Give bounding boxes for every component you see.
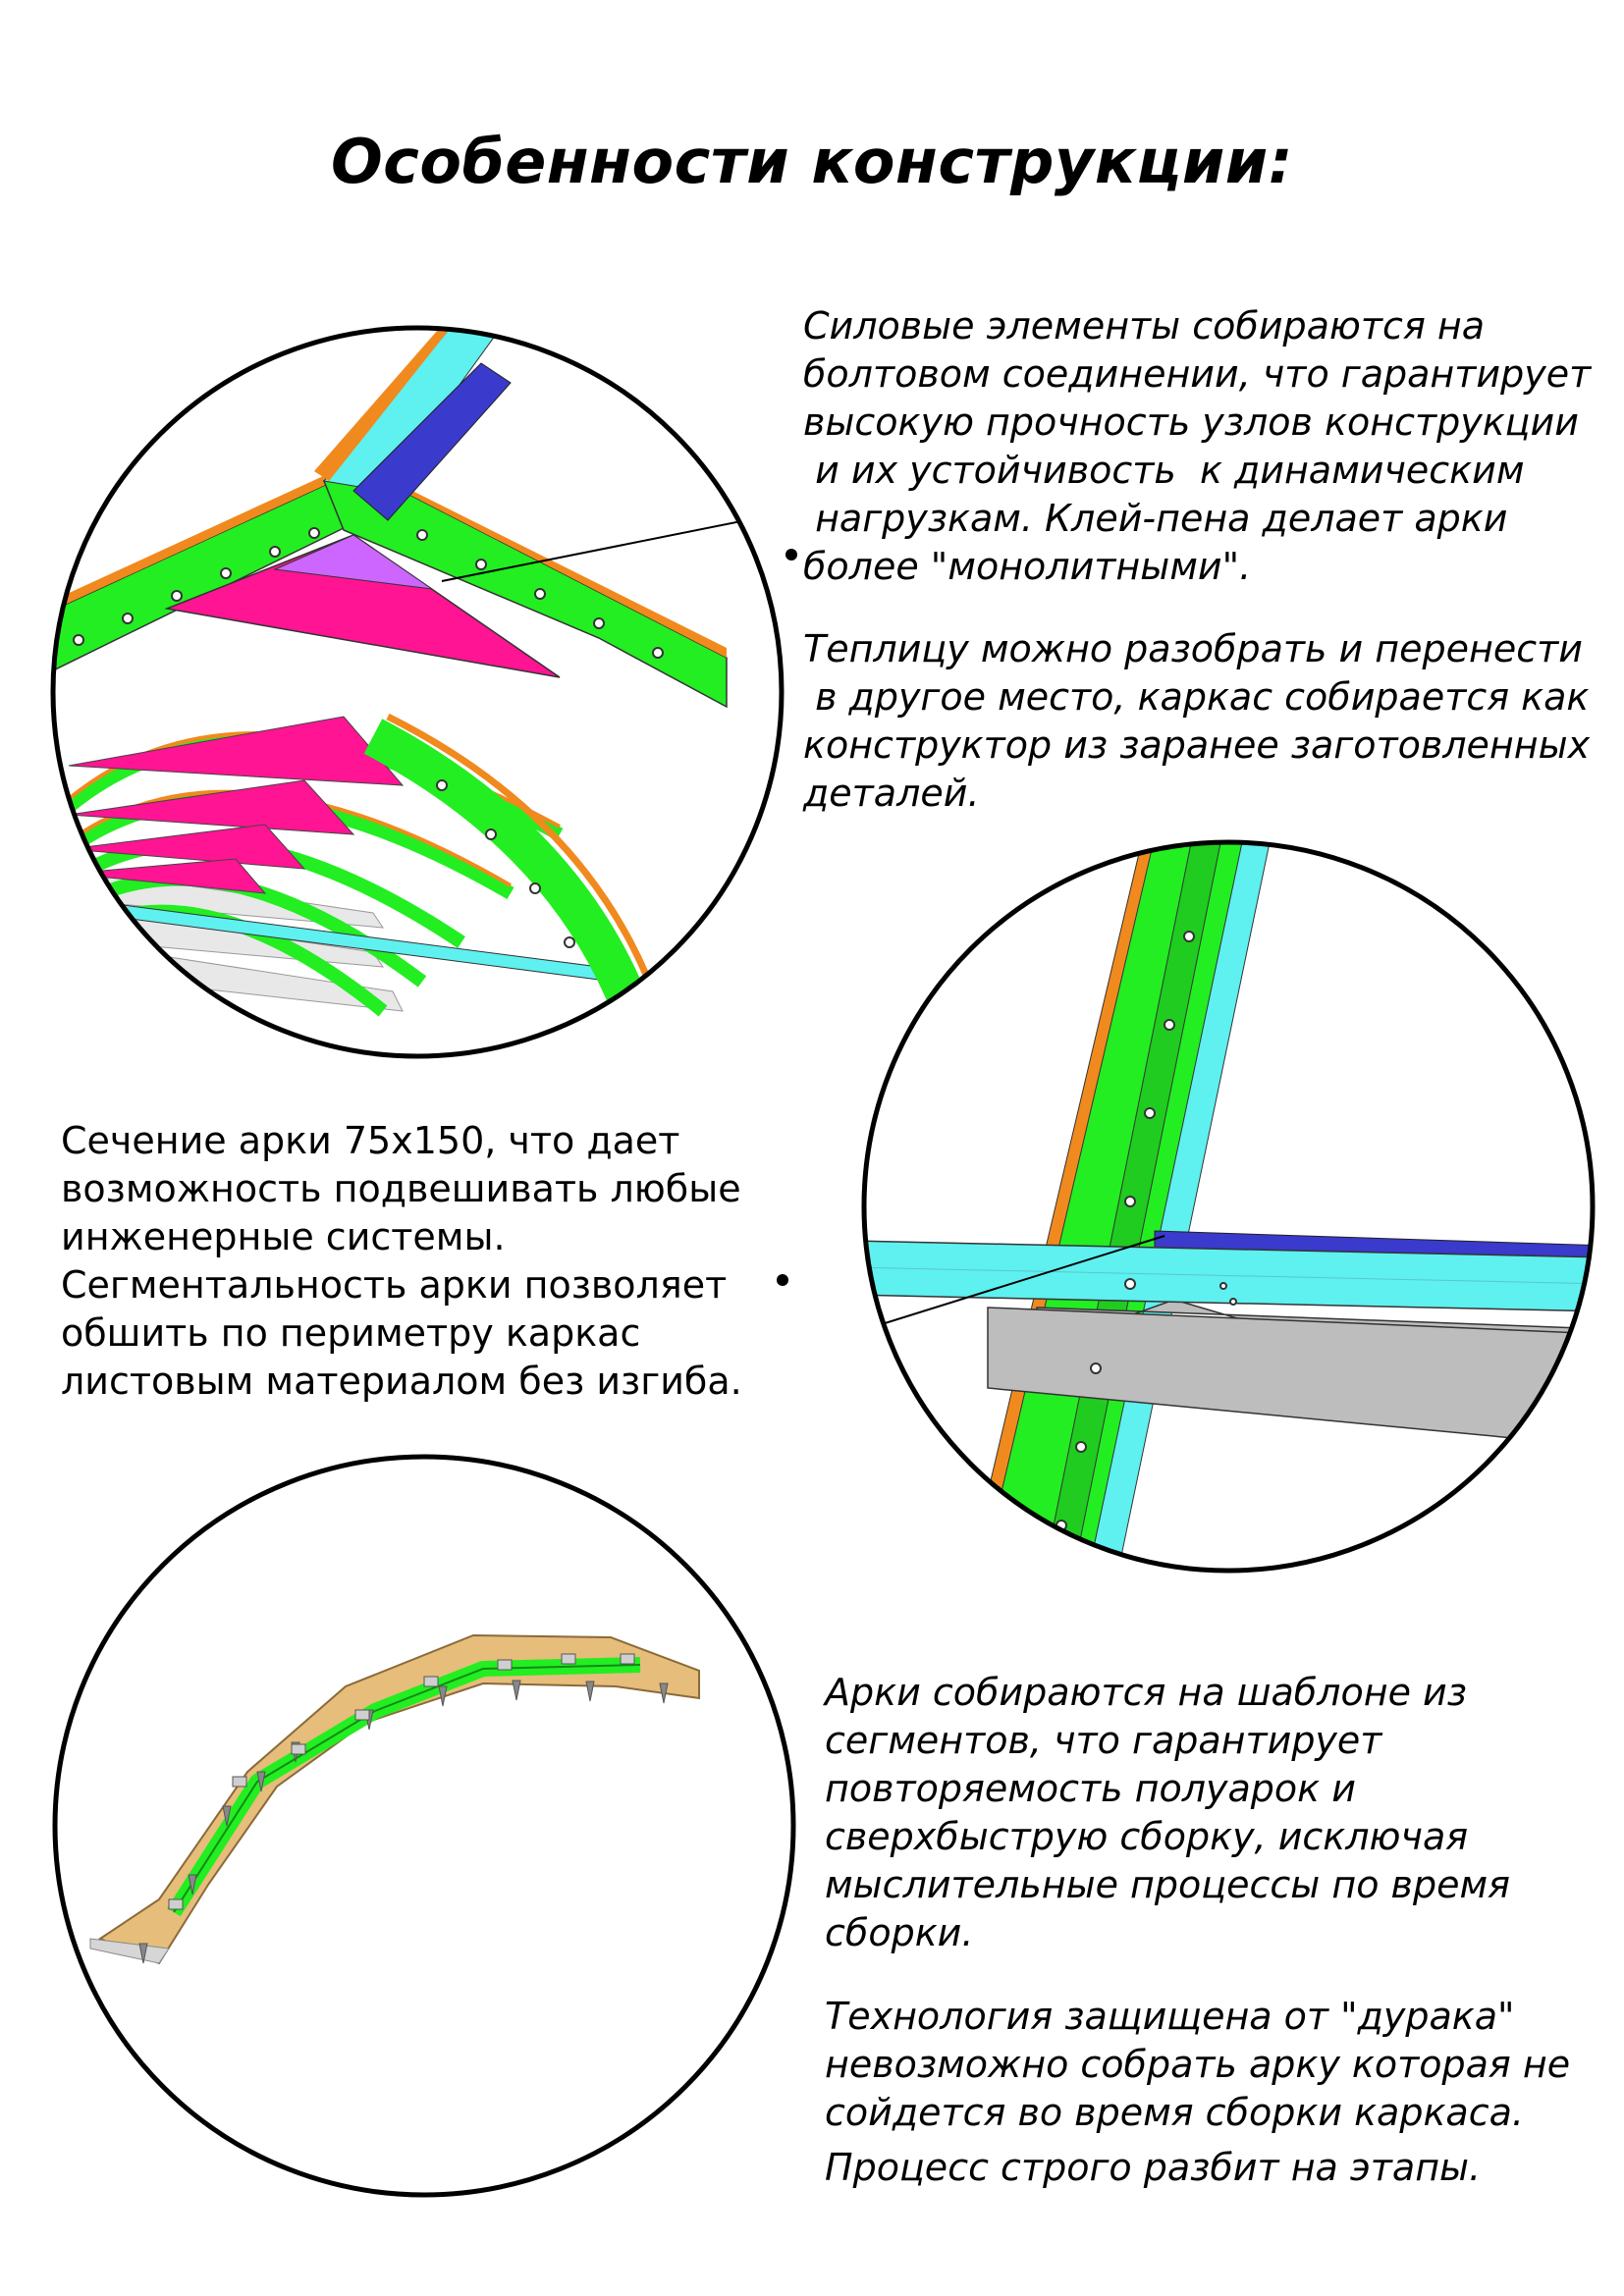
text-line: Силовые элементы собираются на <box>803 304 1486 347</box>
text-line: сверхбыструю сборку, исключая <box>825 1815 1469 1858</box>
text-line: инженерные системы. <box>61 1215 506 1258</box>
text-line: деталей. <box>803 772 980 815</box>
pointer-dot <box>784 547 799 562</box>
frame-interior-illustration <box>49 324 785 1060</box>
text-line: Сечение арки 75х150, что дает <box>61 1119 680 1162</box>
text-line: и их устойчивость к динамическим <box>803 449 1525 492</box>
bolted-joints-text <box>803 302 1591 591</box>
text-line: обшить по периметру каркас <box>61 1311 641 1355</box>
text-line: сойдется во время сборки каркаса. <box>825 2091 1524 2134</box>
text-line: Процесс строго разбит на этапы. <box>825 2146 1482 2189</box>
foolproof-text <box>825 1993 1570 2137</box>
text-line: Теплицу можно разобрать и перенести <box>803 627 1583 670</box>
portable-text <box>803 625 1590 818</box>
text-line: мыслительные процессы по время <box>825 1863 1510 1906</box>
page-title: Особенности конструкции: <box>330 126 1294 197</box>
pointer-dot <box>775 1272 790 1288</box>
text-line: более "монолитными". <box>803 545 1252 588</box>
arch-template-illustration <box>51 1453 797 2199</box>
text-line: невозможно собрать арку которая не <box>825 2043 1571 2086</box>
arch-section-illustration <box>860 838 1597 1575</box>
text-line: высокую прочность узлов конструкции <box>803 400 1579 444</box>
text-line: в другое место, каркас собирается как <box>803 675 1590 719</box>
text-line: Сегментальность арки позволяет <box>61 1263 728 1307</box>
text-line: конструктор из заранее заготовленных <box>803 723 1591 767</box>
text-line: нагрузкам. Клей-пена делает арки <box>803 497 1508 540</box>
arch-section-text <box>61 1117 742 1406</box>
text-line: Арки собираются на шаблоне из <box>825 1671 1467 1714</box>
text-line: листовым материалом без изгиба. <box>61 1360 742 1403</box>
text-line: возможность подвешивать любые <box>61 1167 741 1210</box>
text-line: болтовом соединении, что гарантирует <box>803 352 1592 396</box>
text-line: повторяемость полуарок и <box>825 1767 1356 1810</box>
template-assembly-text <box>825 1669 1510 1957</box>
text-line: сборки. <box>825 1911 974 1954</box>
text-line: сегментов, что гарантирует <box>825 1719 1382 1762</box>
stages-text <box>825 2144 1481 2192</box>
text-line: Технология защищена от "дурака" <box>825 1995 1515 2038</box>
